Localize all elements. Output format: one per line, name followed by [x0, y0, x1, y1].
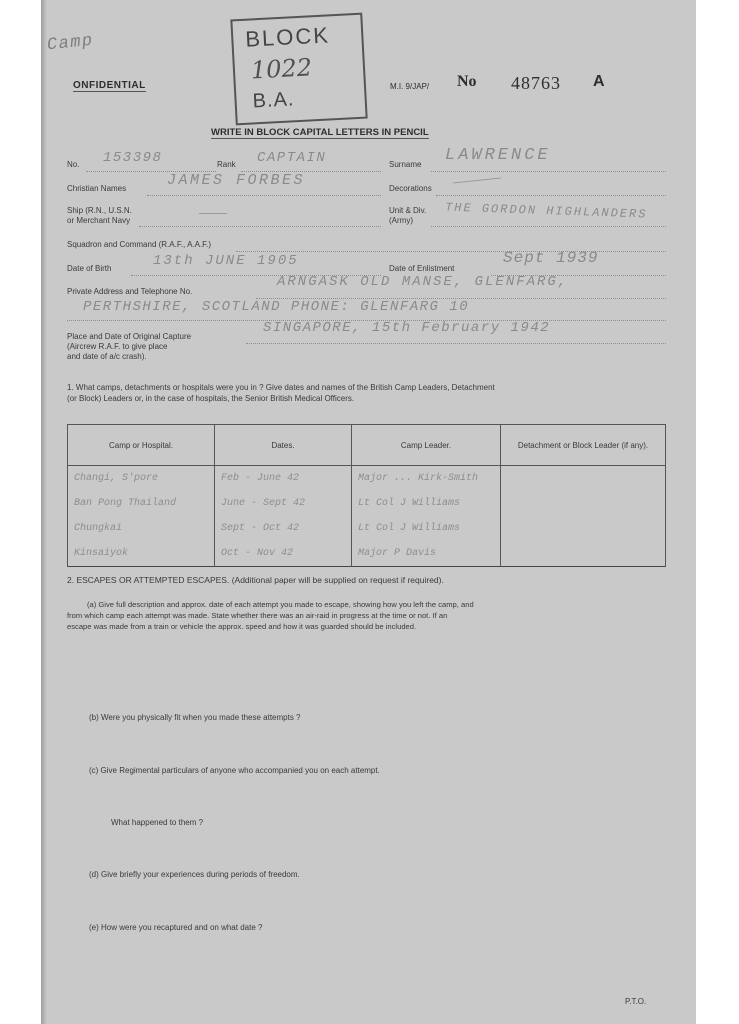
page-edge-shadow [41, 0, 47, 1024]
section2-e: (e) How were you recaptured and on what date ? [89, 923, 263, 932]
col-detachment-leader: Detachment or Block Leader (if any). [501, 425, 666, 466]
section2-a-line-2: from which camp each attempt was made. State whether there was an air-raid in progress at the time or not. If an [67, 611, 448, 620]
form-code: M.I. 9/JAP/ [390, 82, 430, 91]
cell-camp: Chungkai [68, 516, 215, 541]
stamp-block: BLOCK [244, 22, 331, 52]
form-sheet [41, 0, 696, 1024]
capture-value: SINGAPORE, 15th February 1942 [263, 320, 551, 336]
ship-dash [199, 213, 227, 214]
cell-camp: Ban Pong Thailand [68, 491, 215, 516]
christian-names-label: Christian Names [67, 184, 127, 193]
capture-label-1: Place and Date of Original Capture [67, 332, 192, 341]
stamp-ba: B.A. [252, 88, 295, 113]
section2-d: (d) Give briefly your experiences during periods of freedom. [89, 870, 300, 879]
capture-label-3: and date of a/c crash). [67, 352, 147, 361]
ship-label-1: Ship (R.N., U.S.N. [67, 206, 132, 215]
col-dates: Dates. [215, 425, 352, 466]
form-suffix: A [593, 73, 605, 90]
block-capitals-instruction: WRITE IN BLOCK CAPITAL LETTERS IN PENCIL [211, 127, 429, 138]
address-line-1: ARNGASK OLD MANSE, GLENFARG, [277, 274, 569, 290]
table-header-row [68, 425, 666, 466]
unit-value: THE GORDON HIGHLANDERS [444, 200, 648, 222]
section1-question-1: 1. What camps, detachments or hospitals were you in ? Give dates and names of the British Camp Leaders, Detachment [67, 383, 495, 392]
ship-label-2: or Merchant Navy [67, 216, 131, 225]
decorations-dash [453, 177, 501, 183]
no-value: 153398 [103, 150, 163, 166]
cell-detachment [501, 516, 666, 541]
cell-detachment [501, 541, 666, 567]
cell-dates: Feb - June 42 [215, 466, 352, 492]
table-row [68, 466, 666, 492]
section2-a-line-3: escape was made from a train or vehicle the approx. speed and how it was guarded should be included. [67, 622, 417, 631]
corner-note: Camp [46, 31, 95, 56]
col-camp-leader: Camp Leader. [352, 425, 501, 466]
cell-dates: Sept - Oct 42 [215, 516, 352, 541]
stamp-number: 1022 [250, 53, 313, 85]
cell-detachment [501, 491, 666, 516]
cell-detachment [501, 466, 666, 492]
section2-b: (b) Were you physically fit when you made these attempts ? [89, 713, 301, 722]
dob-label: Date of Birth [67, 264, 112, 273]
confidential-label: ONFIDENTIAL [73, 80, 146, 91]
pto-label: P.T.O. [625, 997, 647, 1006]
enlistment-value: Sept 1939 [503, 249, 599, 267]
cell-leader: Lt Col J Williams [352, 516, 501, 541]
cell-leader: Major P Davis [352, 541, 501, 567]
surname-value: LAWRENCE [445, 146, 551, 165]
form-number: 48763 [511, 73, 561, 93]
dob-value: 13th JUNE 1905 [153, 253, 299, 269]
christian-names-value: JAMES FORBES [167, 172, 306, 189]
address-line-2: PERTHSHIRE, SCOTLAND PHONE: GLENFARG 10 [83, 299, 470, 315]
section1-question-2: (or Block) Leaders or, in the case of hospitals, the Senior British Medical Officers. [67, 394, 355, 403]
cell-camp: Kinsaiyok [68, 541, 215, 567]
squadron-label: Squadron and Command (R.A.F., A.A.F.) [67, 240, 212, 249]
section2-title: 2. ESCAPES OR ATTEMPTED ESCAPES. (Additional paper will be supplied on request if required). [67, 575, 444, 585]
number-prefix: No [457, 73, 477, 90]
table-row [68, 491, 666, 516]
rank-label: Rank [217, 160, 236, 169]
cell-dates: Oct - Nov 42 [215, 541, 352, 567]
decorations-label: Decorations [389, 184, 432, 193]
unit-label-2: (Army) [389, 216, 413, 225]
camps-table [67, 424, 666, 567]
cell-leader: Lt Col J Williams [352, 491, 501, 516]
table-row [68, 516, 666, 541]
unit-label-1: Unit & Div. [389, 206, 427, 215]
section2-a-line-1: (a) Give full description and approx. date of each attempt you made to escape, showing how you left the camp, and [87, 600, 474, 609]
section2-c: (c) Give Regimental particulars of anyone who accompanied you on each attempt. [89, 766, 380, 775]
capture-label-2: (Aircrew R.A.F. to give place [67, 342, 168, 351]
enlistment-label: Date of Enlistment [389, 264, 455, 273]
rank-value: CAPTAIN [257, 150, 327, 166]
block-stamp [230, 13, 367, 126]
table-row [68, 541, 666, 567]
cell-camp: Changi, S'pore [68, 466, 215, 492]
address-label: Private Address and Telephone No. [67, 287, 193, 296]
no-label: No. [67, 160, 80, 169]
col-camp: Camp or Hospital. [68, 425, 215, 466]
cell-leader: Major ... Kirk-Smith [352, 466, 501, 492]
section2-c-followup: What happened to them ? [111, 818, 204, 827]
surname-label: Surname [389, 160, 422, 169]
cell-dates: June - Sept 42 [215, 491, 352, 516]
